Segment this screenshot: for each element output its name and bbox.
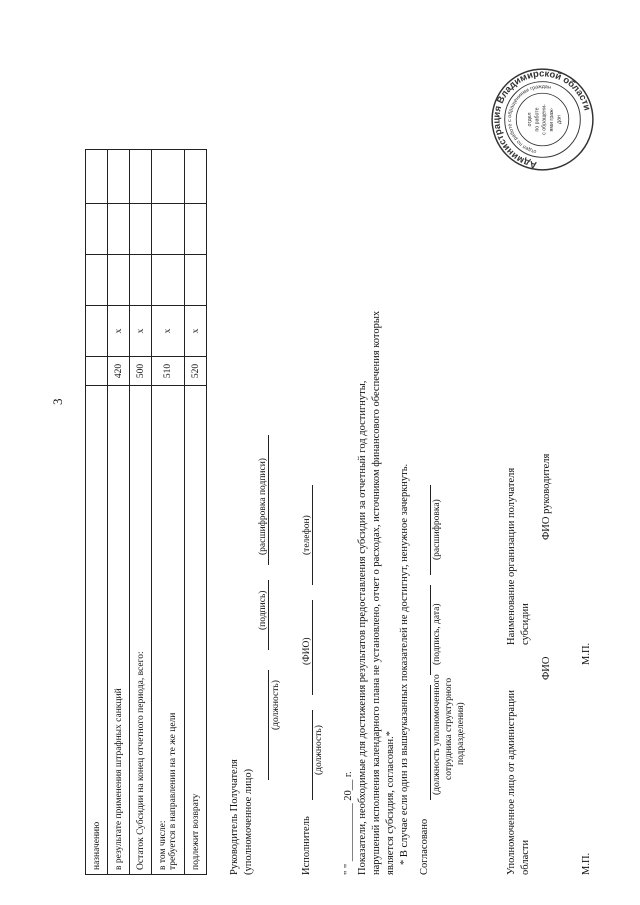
row-cell — [185, 255, 207, 306]
row-code: 510 — [152, 357, 185, 386]
head-title: Руководитель Получателя — [229, 759, 240, 875]
footer-right-title-1: Наименование организации получателя — [506, 467, 517, 645]
table-row — [108, 150, 130, 875]
row-label — [152, 386, 185, 875]
row-label: назначению — [86, 386, 108, 875]
agreed-label: Согласовано — [419, 818, 430, 875]
row-mark: x — [130, 306, 152, 357]
stamp-inner-text: отдел по работе с обращениями граждан — [506, 83, 552, 155]
row-cell — [152, 255, 185, 306]
decoding-line — [268, 435, 269, 565]
official-stamp — [490, 67, 595, 172]
row-cell — [130, 150, 152, 204]
stamp-center-line: по работе — [534, 107, 541, 132]
row-cell — [185, 204, 207, 255]
caption-decoding: (расшифровка подписи) — [258, 458, 268, 555]
row-cell — [130, 204, 152, 255]
footer-right-title-2: субсидии — [520, 603, 531, 645]
position-line — [268, 670, 269, 780]
report-table — [85, 149, 207, 875]
row-label: в результате применения штрафных санкций — [108, 386, 130, 875]
head-title-2: (уполномоченное лицо) — [243, 768, 254, 875]
row-cell — [130, 255, 152, 306]
stamp-outer-text: Администрация Владимирской области — [491, 68, 593, 171]
page-number: 3 — [50, 398, 65, 405]
row-cell — [185, 150, 207, 204]
notice-line-3: является субсидия, согласован.* — [385, 731, 396, 875]
executor-position-line — [312, 710, 313, 800]
caption-fio: (ФИО) — [302, 637, 312, 665]
executor-label: Исполнитель — [301, 816, 312, 875]
notice-line-2: нарушений исполнения календарного плана не установлено, отчет о расходах, источником финансового обеспечения которых — [371, 310, 382, 875]
footer-mp-right: М.П. — [581, 642, 592, 665]
caption-official-3: подразделения) — [456, 702, 466, 765]
caption-sign-date: (подпись, дата) — [432, 603, 442, 665]
stamp-center-line: ями граж- — [549, 107, 555, 132]
footer-right-fio: ФИО руководителя — [541, 453, 552, 540]
stamp-center-line: отдел — [526, 112, 533, 127]
row-mark: x — [185, 306, 207, 357]
notice-line-1: Показатели, необходимые для достижения результатов предоставления субсидии за отчетный год достигнуты, — [357, 380, 368, 875]
signature-line — [268, 580, 269, 650]
footer-left-fio: ФИО — [541, 656, 552, 680]
table-row — [185, 150, 207, 875]
row-label-line2: требуется в направлении на те же цели — [168, 712, 178, 870]
table-row — [130, 150, 152, 875]
row-mark — [86, 306, 108, 357]
row-cell — [86, 255, 108, 306]
official-line — [430, 685, 431, 800]
row-label: Остаток Субсидии на конец отчетного периода, всего: — [130, 386, 152, 875]
executor-phone-line — [312, 485, 313, 585]
official-decoding-line — [430, 485, 431, 575]
caption-signature: (подпись) — [258, 590, 268, 630]
caption-position: (должность) — [271, 680, 281, 730]
row-code: 500 — [130, 357, 152, 386]
table-row — [152, 150, 185, 875]
row-cell — [86, 150, 108, 204]
row-cell — [86, 204, 108, 255]
row-label-line1: в том числе: — [158, 820, 168, 870]
footer-left-title-1: Уполномоченное лицо от администрации — [506, 690, 517, 875]
row-cell — [108, 150, 130, 204]
footer-mp-left: М.П. — [581, 852, 592, 875]
caption-phone: (телефон) — [302, 515, 312, 555]
row-cell — [152, 204, 185, 255]
row-mark: x — [108, 306, 130, 357]
row-cell — [108, 204, 130, 255]
date-line: " " ___________ 20__ г. — [343, 771, 354, 875]
row-cell — [152, 150, 185, 204]
caption-official-1: (должность уполномоченного — [432, 674, 442, 795]
row-code: 420 — [108, 357, 130, 386]
table-row — [86, 150, 108, 875]
stamp-center-line: дан — [556, 115, 563, 124]
row-code: 520 — [185, 357, 207, 386]
stamp-center-line: с обращени- — [541, 104, 548, 135]
official-sign-line — [430, 585, 431, 675]
footer-left-title-2: области — [520, 839, 531, 875]
caption-position-2: (должность) — [314, 725, 324, 775]
caption-official-2: сотрудника структурного — [444, 677, 454, 780]
row-mark: x — [152, 306, 185, 357]
row-cell — [108, 255, 130, 306]
row-code — [86, 357, 108, 386]
caption-decoding-2: (расшифровка) — [432, 499, 442, 560]
notice-footnote: * В случае если один из вышеуказанных показателей не достигнут, ненужное зачеркнуть. — [399, 463, 410, 865]
executor-fio-line — [312, 600, 313, 695]
row-label: подлежит возврату — [185, 386, 207, 875]
